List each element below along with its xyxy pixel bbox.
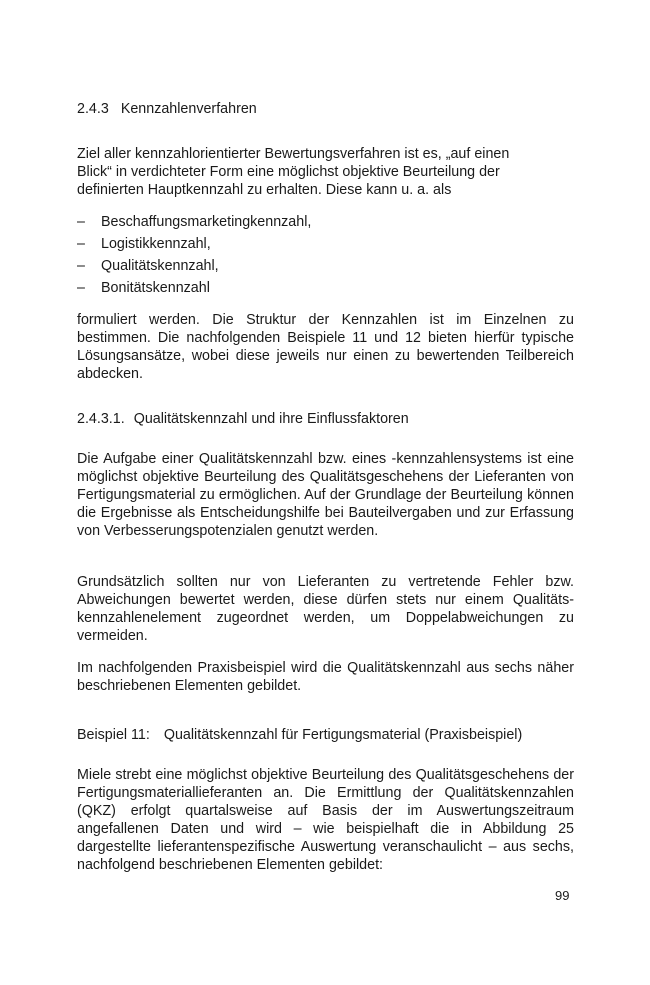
example-paragraph: Miele strebt eine möglichst objektive Beurteilung des Qualitätsgeschehens der Fertigungsmateriallieferanten an. Die Ermittlung der Qualitätskennzahlen (QKZ) erfolgt quartalsweise auf Basis der im Auswertungszeitraum angefallenen Daten und wird – wie beispielhaft die in Abbildung 25 dargestellte lieferantenspezifische Auswertung veranschaulicht – aus sechs, nachfolgend beschriebenen Elementen gebildet: (77, 767, 574, 873)
list-item: – Qualitätskennzahl, (77, 255, 311, 277)
list-item: – Beschaffungsmarketingkennzahl, (77, 211, 311, 233)
subsection-number: 2.4.3.1. (77, 411, 125, 427)
subsection-paragraph-2: Grundsätzlich sollten nur von Lieferanten zu vertretende Fehler bzw. Abweichungen bewertet werden, diese dürfen stets nur einem Qualitätskennzahlenelement zugeordnet werden, um Doppelabweichungen zu vermeiden. (77, 574, 574, 644)
subsection-heading (77, 410, 409, 428)
example-heading (77, 726, 574, 744)
page-number: 99 (555, 888, 570, 903)
section-title: Kennzahlenverfahren (120, 101, 257, 117)
list-item: – Bonitätskennzahl (77, 277, 311, 299)
list-dash: – (77, 236, 85, 252)
example-label: Beispiel 11: (77, 727, 150, 743)
section-number: 2.4.3 (77, 101, 109, 117)
list-item: – Logistikkennzahl, (77, 233, 311, 255)
kennzahl-list (77, 211, 311, 299)
section-heading (77, 100, 257, 118)
section-intro-paragraph: Ziel aller kennzahlorientierter Bewertungsverfahren ist es, „auf einen Blick“ in verdichteter Form eine möglichst objektive Beurteilung der definierten Hauptkennzahl zu erhalten. Diese kann u. a. als (77, 146, 510, 198)
list-dash: – (77, 258, 85, 274)
list-dash: – (77, 214, 85, 230)
section-after-list-paragraph: formuliert werden. Die Struktur der Kennzahlen ist im Einzelnen zu bestimmen. Die nachfolgenden Beispiele 11 und 12 bieten hierfür typische Lösungsansätze, wobei diese jeweils nur einen zu bewertenden Teilbereich abdecken. (77, 312, 574, 382)
subsection-paragraph-1: Die Aufgabe einer Qualitätskennzahl bzw. eines -kennzahlensystems ist eine möglichst objektive Beurteilung des Qualitätsgeschehens der Lieferanten von Fertigungsmaterial zu ermöglichen. Auf der Grundlage der Beurteilung können die Ergebnisse als Entscheidungshilfe bei Bauteilvergaben und zur Erfassung von Verbesserungspotenzialen genutzt werden. (77, 451, 574, 539)
subsection-title: Qualitätskennzahl und ihre Einflussfaktoren (133, 411, 409, 427)
list-dash: – (77, 280, 85, 296)
example-title: Qualitätskennzahl für Fertigungsmaterial (Praxisbeispiel) (163, 727, 523, 743)
subsection-paragraph-3: Im nachfolgenden Praxisbeispiel wird die Qualitätskennzahl aus sechs näher beschriebenen Elementen gebildet. (77, 660, 574, 694)
